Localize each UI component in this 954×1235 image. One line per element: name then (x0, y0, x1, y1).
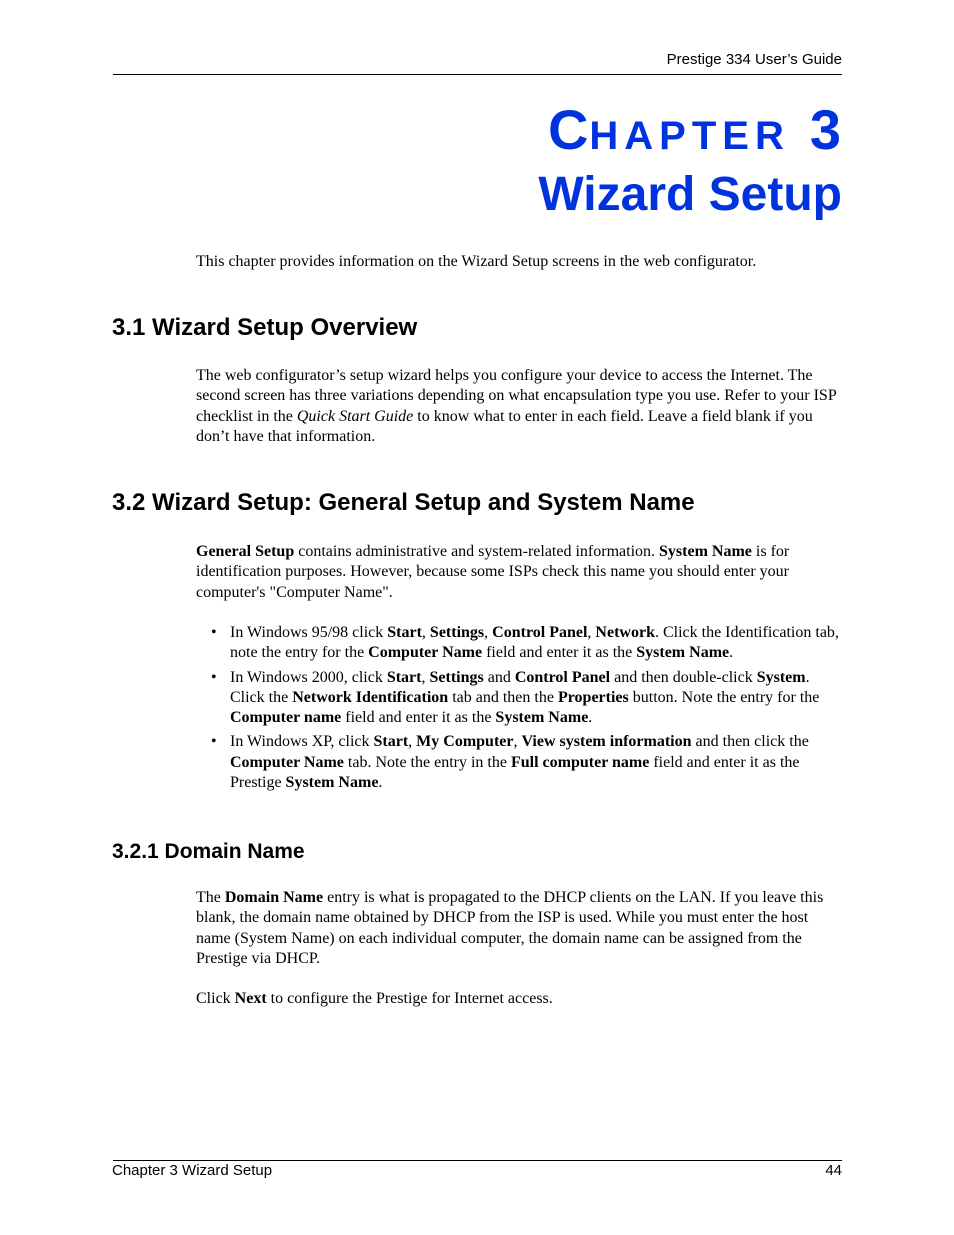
bold-term: Full computer name (510, 753, 650, 771)
bold-term: My Computer (416, 733, 514, 751)
text-run: , (408, 733, 417, 751)
bold-term: View system information (521, 733, 692, 751)
text-run: , (513, 733, 522, 751)
text-run: , (587, 624, 596, 641)
text-run: The (196, 889, 225, 906)
text-run: and then double-click (610, 668, 757, 686)
domain-name-paragraph (196, 888, 844, 969)
text-run: . (588, 709, 593, 727)
bold-term: Computer name (230, 709, 342, 727)
text-run: field and enter it as the Prestige (230, 753, 800, 792)
list-item (196, 732, 844, 793)
bold-term: Start (387, 624, 422, 641)
chapter-first-letter: C (547, 98, 590, 161)
quick-start-guide-ref: Quick Start Guide (296, 407, 414, 425)
list-item (196, 623, 844, 664)
bold-term: Domain Name (224, 889, 324, 906)
general-setup-paragraph (196, 542, 844, 603)
windows-instructions-list (196, 623, 844, 797)
text-run: In Windows 2000, click (230, 668, 387, 686)
bold-term: Next (234, 990, 267, 1007)
text-run: button. Note the entry for the (628, 688, 820, 706)
text-run: contains administrative and system-related information. (294, 543, 660, 560)
text-run: field and enter it as the (341, 709, 496, 727)
text-run: . (729, 644, 734, 662)
text-run: to know what to enter in each field. Leave a field blank if you don’t have that information. (196, 407, 813, 445)
text-run: In Windows XP, click (230, 733, 374, 751)
section-heading-3-1: 3.1 Wizard Setup Overview (112, 314, 418, 341)
bold-term: Computer Name (368, 644, 483, 662)
bold-term: Control Panel (492, 624, 588, 641)
header-rule (113, 74, 842, 75)
text-run: The web configurator’s setup wizard helps you configure your device to access the Internet. The second screen has three variations depending on what encapsulation type you use. Refer to your ISP checklist in the (196, 367, 837, 425)
text-run: , (421, 624, 430, 641)
bold-term: System Name (285, 774, 379, 792)
intro-paragraph: This chapter provides information on the Wizard Setup screens in the web configurator. (196, 253, 757, 270)
bold-term: Start (373, 733, 409, 751)
text-run: tab and then the (448, 688, 558, 706)
text-run: , (421, 668, 430, 686)
text-run: field and enter it as the (482, 644, 637, 662)
text-run: and (483, 668, 515, 686)
bold-term: System Name (636, 644, 730, 662)
list-item (196, 668, 844, 729)
bold-term: Properties (557, 688, 629, 706)
overview-paragraph (196, 366, 844, 447)
text-run: is for identification purposes. However, because some ISPs check this name you should enter your computer's "Computer Name". (196, 543, 790, 601)
chapter-label (548, 100, 842, 166)
text-run: , (484, 624, 493, 641)
bold-term: System Name (659, 543, 752, 560)
text-run: entry is what is propagated to the DHCP clients on the LAN. If you leave this blank, the domain name obtained by DHCP from the ISP is used. While you must enter the host name (System Name) on each individual computer, the domain name can be assigned from the Prestige via DHCP. (196, 889, 824, 967)
bold-term: Network Identification (292, 688, 449, 706)
text-run: and then click the (691, 733, 809, 751)
text-run: In Windows 95/98 click (230, 624, 388, 641)
bold-term: System Name (495, 709, 589, 727)
chapter-number: 3 (809, 98, 842, 161)
bold-term: Network (595, 624, 655, 641)
bold-term: Settings (429, 624, 485, 641)
bold-term: Start (386, 668, 422, 686)
section-heading-3-2: 3.2 Wizard Setup: General Setup and System Name (112, 489, 695, 516)
click-next-paragraph (196, 989, 844, 1009)
chapter-title: Wizard Setup (538, 168, 842, 221)
chapter-rest: HAPTER (589, 114, 790, 158)
bold-term: General Setup (196, 543, 295, 560)
page-number: 44 (825, 1162, 842, 1179)
bold-term: Computer Name (230, 753, 344, 771)
bold-term: Control Panel (514, 668, 611, 686)
text-run: to configure the Prestige for Internet access. (266, 990, 553, 1007)
text-run: . Click the Identification tab, note the entry for the (230, 624, 839, 662)
text-run: . Click the (230, 668, 810, 706)
text-run: Click (196, 990, 235, 1007)
text-run: . (378, 774, 383, 792)
footer-chapter-title: Chapter 3 Wizard Setup (112, 1162, 273, 1179)
running-header: Prestige 334 User’s Guide (666, 51, 842, 68)
text-run: tab. Note the entry in the (343, 753, 511, 771)
footer-rule (113, 1160, 842, 1161)
bold-term: Settings (429, 668, 484, 686)
bold-term: System (756, 668, 806, 686)
section-heading-3-2-1: 3.2.1 Domain Name (112, 840, 305, 863)
